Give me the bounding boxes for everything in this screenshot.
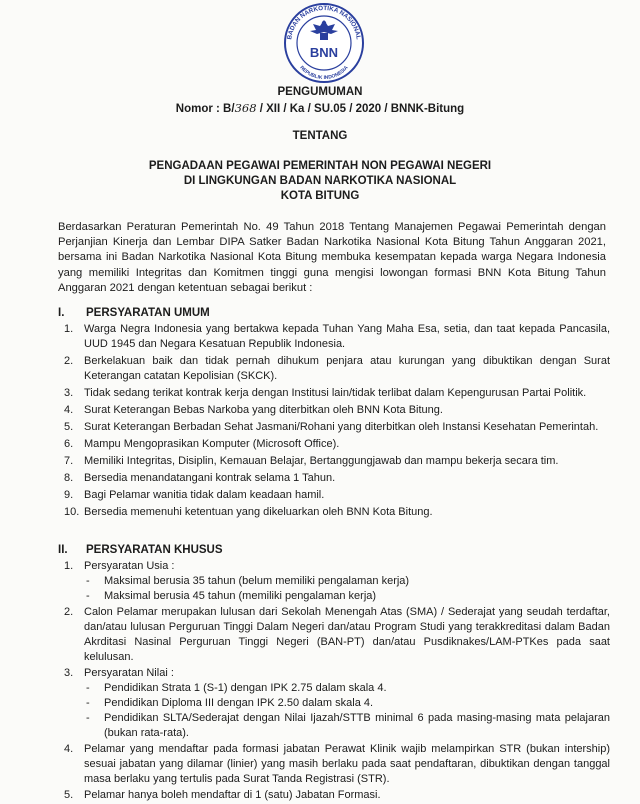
section-1-heading xyxy=(58,307,210,319)
item-number: 1. xyxy=(64,323,74,335)
section-2-number: II. xyxy=(58,544,68,556)
item-text: Tidak sedang terikat kontrak kerja dengan Institusi lain/tidak terlibat dalam Kepengurusan Partai Politik. xyxy=(84,387,587,399)
item-number: 5. xyxy=(64,421,74,433)
sub-item-text: Maksimal berusia 35 tahun (belum memiliki pengalaman kerja) xyxy=(104,575,410,587)
item-number: 1. xyxy=(64,560,74,572)
sub-list-item xyxy=(84,681,610,696)
list-item xyxy=(64,454,610,469)
item-text: Calon Pelamar merupakan lulusan dari Sekolah Menengah Atas (SMA) / Sederajat yang seudah terdaftar, dan/atau lulusan Perguruan Tinggi Dalam Negeri dan/atau Program Studi yang terakkreditasi dalam Badan Akrditasi Nasinal Perguruan Tinggi Negeri (BAN-PT) dan/atau Pusdiknakes/LAM-PTKes pada saat kelulusan. xyxy=(84,606,610,663)
bnn-logo xyxy=(283,2,365,84)
item-number: 2. xyxy=(64,355,74,367)
subject-line-2: DI LINGKUNGAN BADAN NARKOTIKA NASIONAL xyxy=(183,175,457,187)
section-2-heading xyxy=(58,544,223,556)
sub-list-item xyxy=(84,711,610,741)
list-item xyxy=(64,471,610,486)
item-number: 2. xyxy=(64,606,74,618)
doc-number-suffix: / XII / Ka / SU.05 / 2020 / BNNK-Bitung xyxy=(256,103,465,115)
item-number: 4. xyxy=(64,404,74,416)
list-item xyxy=(64,505,610,520)
sub-list xyxy=(84,574,610,604)
sub-item-text: Pendidikan Diploma III dengan IPK 2.50 dalam skala 4. xyxy=(104,697,374,709)
sub-list-item xyxy=(84,574,610,589)
list-item xyxy=(64,437,610,452)
sub-item-text: Pendidikan Strata 1 (S-1) dengan IPK 2.75 dalam skala 4. xyxy=(104,682,387,694)
doc-number xyxy=(0,101,640,115)
special-requirements-list xyxy=(64,559,610,804)
dash-bullet: - xyxy=(86,575,90,587)
tentang-heading: TENTANG xyxy=(292,130,348,142)
doc-title: PENGUMUMAN xyxy=(277,86,363,98)
item-number: 4. xyxy=(64,743,74,755)
item-number: 3. xyxy=(64,667,74,679)
svg-text:BADAN NARKOTIKA NASIONAL: BADAN NARKOTIKA NASIONAL xyxy=(286,4,362,41)
list-item xyxy=(64,420,610,435)
item-number: 5. xyxy=(64,789,74,801)
list-item xyxy=(64,488,610,503)
svg-text:BNN: BNN xyxy=(309,45,339,60)
dash-bullet: - xyxy=(86,712,90,724)
item-text: Memiliki Integritas, Disiplin, Kemauan Belajar, Bertanggungjawab dan mampu bekerja secara tim. xyxy=(84,455,559,467)
subject-line-1: PENGADAAN PEGAWAI PEMERINTAH NON PEGAWAI NEGERI xyxy=(148,160,492,172)
list-item xyxy=(64,403,610,418)
item-text: Persyaratan Usia : xyxy=(84,560,175,572)
list-item xyxy=(64,605,610,665)
list-item xyxy=(64,788,610,803)
item-number: 8. xyxy=(64,472,74,484)
dash-bullet: - xyxy=(86,590,90,602)
list-item xyxy=(64,354,610,384)
item-text: Pelamar yang mendaftar pada formasi jabatan Perawat Klinik wajib melampirkan STR (bukan intership) sesuai jabatan yang dilamar (linier) yang masih berlaku pada saat pendaftaran, dibuktikan dengan tanggal masa berlaku yang tertulis pada Surat Tanda Registrasi (STR). xyxy=(84,743,610,785)
list-item xyxy=(64,559,610,604)
dash-bullet: - xyxy=(86,682,90,694)
section-1-number: I. xyxy=(58,307,65,319)
sub-list-item xyxy=(84,696,610,711)
general-requirements-list xyxy=(64,322,610,522)
item-text: Berkelakuan baik dan tidak pernah dihukum penjara atau kurungan yang dibuktikan dengan Surat Keterangan catatan Kepolisian (SKCK). xyxy=(84,355,610,382)
item-text: Bersedia memenuhi ketentuan yang dikeluarkan oleh BNN Kota Bitung. xyxy=(84,506,433,518)
item-text: Surat Keterangan Bebas Narkoba yang diterbitkan oleh BNN Kota Bitung. xyxy=(84,404,443,416)
sub-item-text: Pendidikan SLTA/Sederajat dengan Nilai Ijazah/STTB minimal 6 pada masing-masing mata pelajaran (bukan rata-rata). xyxy=(104,712,610,739)
intro-paragraph: Berdasarkan Peraturan Pemerintah No. 49 Tahun 2018 Tentang Manajemen Pegawai Pemerintah dengan Perjanjian Kinerja dan Lembar DIPA Satker Badan Narkotika Nasional Kota Bitung Tahun Anggaran 2021, bersama ini Badan Narkotika Nasional Kota Bitung membuka kesempatan kepada warga Negara Indonesia yang memiliki Integritas dan Komitmen tinggi guna mengisi lowongan formasi BNN Kota Bitung Tahun Anggaran 2021 dengan ketentuan sebagai berikut : xyxy=(58,221,606,294)
sub-list xyxy=(84,681,610,741)
item-number: 10. xyxy=(64,506,80,518)
subject-line-3: KOTA BITUNG xyxy=(280,190,360,202)
list-item xyxy=(64,386,610,401)
item-number: 3. xyxy=(64,387,74,399)
item-text: Surat Keterangan Berbadan Sehat Jasmani/Rohani yang diterbitkan oleh Instansi Kesehatan Pemerintah. xyxy=(84,421,599,433)
doc-number-handwritten: 368 xyxy=(234,101,257,115)
bnn-emblem-icon xyxy=(283,2,365,84)
list-item xyxy=(64,742,610,787)
item-text: Persyaratan Nilai : xyxy=(84,667,174,679)
item-text: Pelamar hanya boleh mendaftar di 1 (satu) Jabatan Formasi. xyxy=(84,789,381,801)
sub-list-item xyxy=(84,589,610,604)
item-number: 7. xyxy=(64,455,74,467)
list-item xyxy=(64,666,610,741)
item-text: Warga Negra Indonesia yang bertakwa kepada Tuhan Yang Maha Esa, setia, dan taat kepada Pancasila, UUD 1945 dan Negara Kesatuan Republik Indonesia. xyxy=(84,323,610,350)
section-2-title: PERSYARATAN KHUSUS xyxy=(86,544,223,556)
item-text: Bagi Pelamar wanitia tidak dalam keadaan hamil. xyxy=(84,489,325,501)
item-text: Mampu Mengoprasikan Komputer (Microsoft Office). xyxy=(84,438,340,450)
dash-bullet: - xyxy=(86,697,90,709)
list-item xyxy=(64,322,610,352)
item-number: 9. xyxy=(64,489,74,501)
doc-number-prefix: Nomor : B/ xyxy=(175,103,235,115)
item-number: 6. xyxy=(64,438,74,450)
section-1-title: PERSYARATAN UMUM xyxy=(86,307,210,319)
item-text: Bersedia menandatangani kontrak selama 1 Tahun. xyxy=(84,472,336,484)
sub-item-text: Maksimal berusia 45 tahun (memiliki pengalaman kerja) xyxy=(104,590,377,602)
svg-text:REPUBLIK INDONESIA: REPUBLIK INDONESIA xyxy=(298,64,350,82)
